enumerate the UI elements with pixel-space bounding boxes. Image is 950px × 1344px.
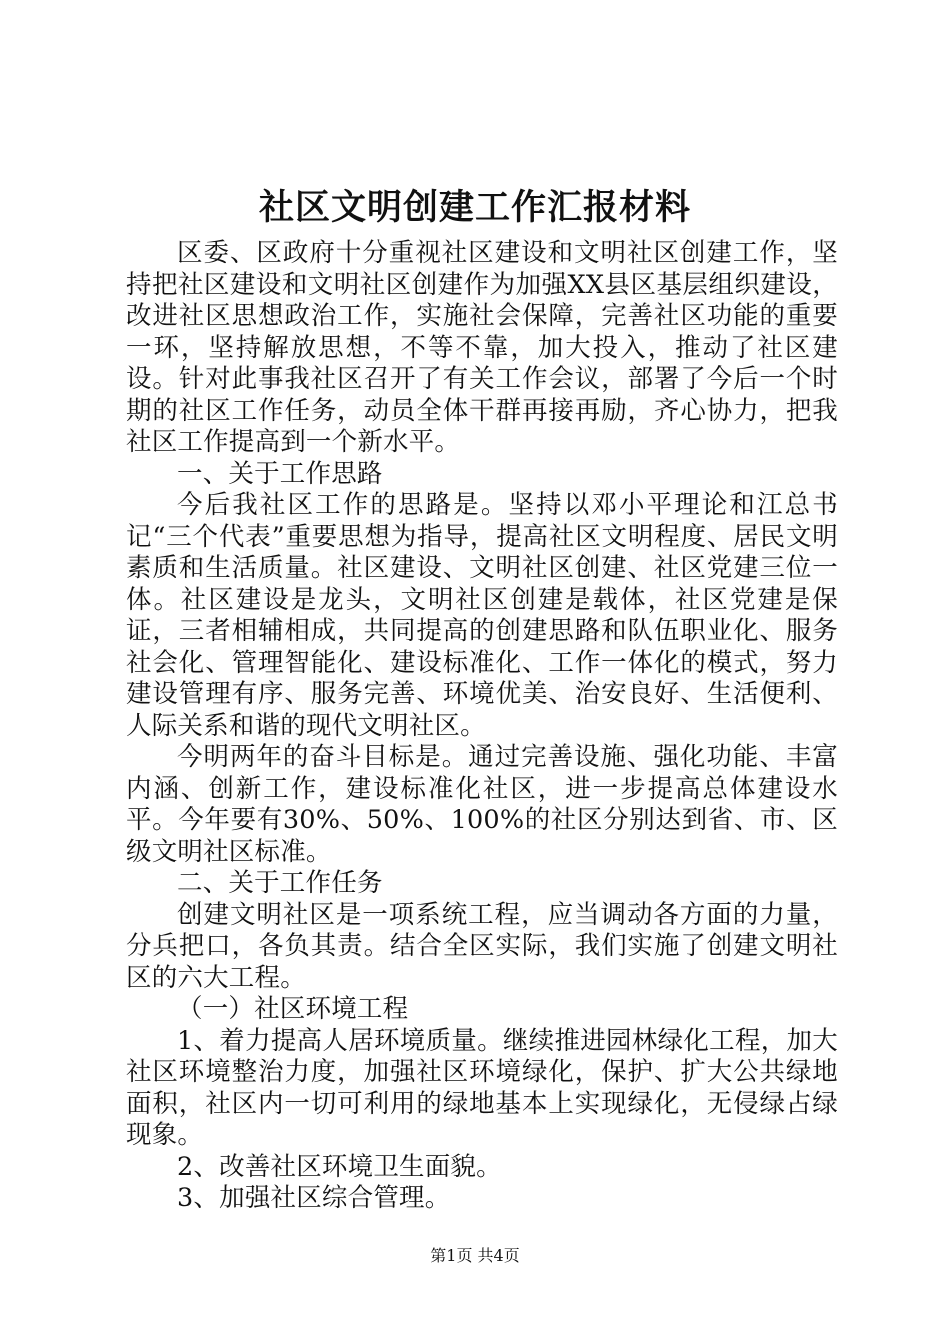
list-item-environment-2: 2、改善社区环境卫生面貌。 <box>177 1151 502 1182</box>
document-title: 社区文明创建工作汇报材料 <box>258 187 691 228</box>
paragraph-intro: 区委、区政府十分重视社区建设和文明社区创建工作，坚持把社区建设和文明社区创建作为加强XX县区基层组织建设，改进社区思想政治工作，实施社会保障，完善社区功能的重要一环，坚持解放思想，不等不靠，加大投入，推动了社区建设。针对此事我社区召开了有关工作会议，部署了今后一个时期的社区工作任务，动员全体干群再接再励，齐心协力，把我社区工作提高到一个新水平。 <box>126 238 838 457</box>
section-heading-work-approach: 一、关于工作思路 <box>177 458 383 489</box>
section-heading-work-tasks: 二、关于工作任务 <box>177 868 383 898</box>
list-item-environment-3: 3、加强社区综合管理。 <box>177 1183 451 1213</box>
paragraph-goals: 今明两年的奋斗目标是。通过完善设施、强化功能、丰富内涵、创新工作，建设标准化社区，进一步提高总体建设水平。今年要有30%、50%、100%的社区分别达到省、市、区级文明社区标准。 <box>126 742 838 867</box>
paragraph-work-approach: 今后我社区工作的思路是。坚持以邓小平理论和江总书记“三个代表”重要思想为指导，提高社区文明程度、居民文明素质和生活质量。社区建设、文明社区创建、社区党建三位一体。社区建设是龙头，文明社区创建是载体，社区党建是保证，三者相辅相成，共同提高的创建思路和队伍职业化、服务社会化、管理智能化、建设标准化、工作一体化的模式，努力建设管理有序、服务完善、环境优美、治安良好、生活便利、人际关系和谐的现代文明社区。 <box>126 490 838 741</box>
subsection-heading-environment: （一）社区环境工程 <box>177 994 409 1024</box>
paragraph-work-tasks: 创建文明社区是一项系统工程，应当调动各方面的力量，分兵把口，各负其责。结合全区实际，我们实施了创建文明社区的六大工程。 <box>126 899 838 993</box>
document-body <box>126 238 838 1215</box>
list-item-environment-1: 1、着力提高人居环境质量。继续推进园林绿化工程，加大社区环境整治力度，加强社区环境绿化，保护、扩大公共绿地面积，社区内一切可利用的绿地基本上实现绿化，无侵绿占绿现象。 <box>126 1025 838 1150</box>
page-number-footer: 第1页 共4页 <box>430 1246 520 1265</box>
